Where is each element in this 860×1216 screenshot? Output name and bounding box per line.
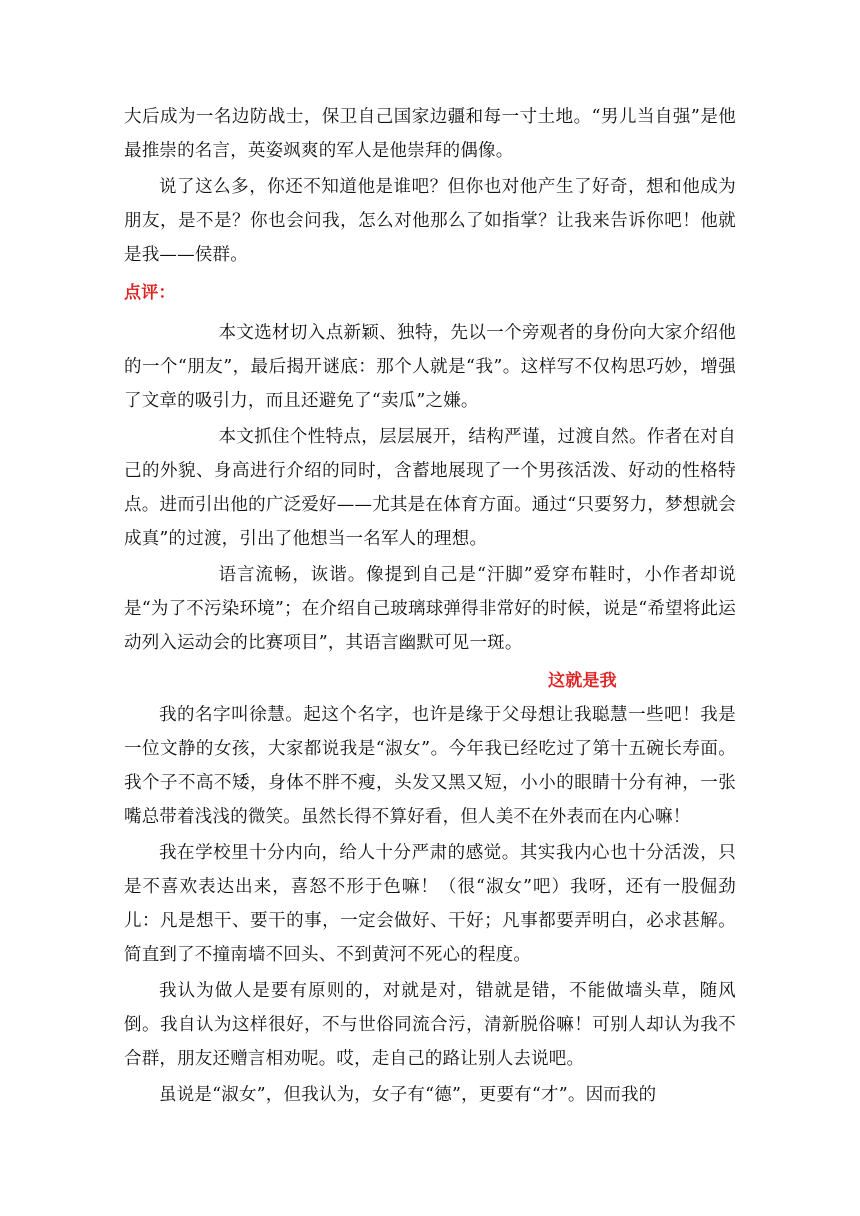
comment-label: 点评： <box>124 283 176 303</box>
comment-paragraph: 本文抓住个性特点，层层展开，结构严谨，过渡自然。作者在对自己的外貌、身高进行介绍的同时，含蓄地展现了一个男孩活泼、好动的性格特点。进而引出他的广泛爱好——尤其是在体育方面。通过“只要努力，梦想就会成真”的过渡，引出了他想当一名军人的理想。 <box>124 427 736 549</box>
comment-paragraph: 语言流畅，诙谐。像提到自己是“汗脚”爱穿布鞋时，小作者却说是“为了不污染环境”；在介绍自己玻璃球弹得非常好的时候，说是“希望将此运动列入运动会的比赛项目”，其语言幽默可见一斑。 <box>124 565 736 653</box>
essay-paragraph: 我认为做人是要有原则的，对就是对，错就是错，不能做墙头草，随风倒。我自认为这样很好，不与世俗同流合污，清新脱俗嘛！可别人却认为我不合群，朋友还赠言相劝呢。哎，走自己的路让别人去说吧。 <box>124 981 736 1069</box>
essay-paragraph: 我的名字叫徐慧。起这个名字，也许是缘于父母想让我聪慧一些吧！我是一位文静的女孩，大家都说我是“淑女”。今年我已经吃过了第十五碗长寿面。我个子不高不矮，身体不胖不瘦，头发又黑又短，小小的眼睛十分有神，一张嘴总带着浅浅的微笑。虽然长得不算好看，但人美不在外表而在内心嘛！ <box>124 705 736 827</box>
essay-paragraph: 虽说是“淑女”，但我认为，女子有“德”，更要有“才”。因而我的 <box>159 1085 657 1105</box>
comment-paragraph: 本文选材切入点新颖、独特，先以一个旁观者的身份向大家介绍他的一个“朋友”，最后揭开谜底：那个人就是“我”。这样写不仅构思巧妙，增强了文章的吸引力，而且还避免了“卖瓜”之嫌。 <box>124 323 736 411</box>
essay-title: 这就是我 <box>548 671 617 691</box>
body-paragraph: 说了这么多，你还不知道他是谁吧？但你也对他产生了好奇，想和他成为朋友，是不是？你也会问我，怎么对他那么了如指掌？让我来告诉你吧！他就是我——侯群。 <box>124 177 736 265</box>
body-paragraph: 大后成为一名边防战士，保卫自己国家边疆和每一寸土地。“男儿当自强”是他最推崇的名言，英姿飒爽的军人是他崇拜的偶像。 <box>124 107 736 161</box>
essay-paragraph: 我在学校里十分内向，给人十分严肃的感觉。其实我内心也十分活泼，只是不喜欢表达出来，喜怒不形于色嘛！（很“淑女”吧）我呀，还有一股倔劲儿：凡是想干、要干的事，一定会做好、干好；凡事都要弄明白，必求甚解。简直到了不撞南墙不回头、不到黄河不死心的程度。 <box>124 843 736 965</box>
document-page <box>124 100 736 1114</box>
